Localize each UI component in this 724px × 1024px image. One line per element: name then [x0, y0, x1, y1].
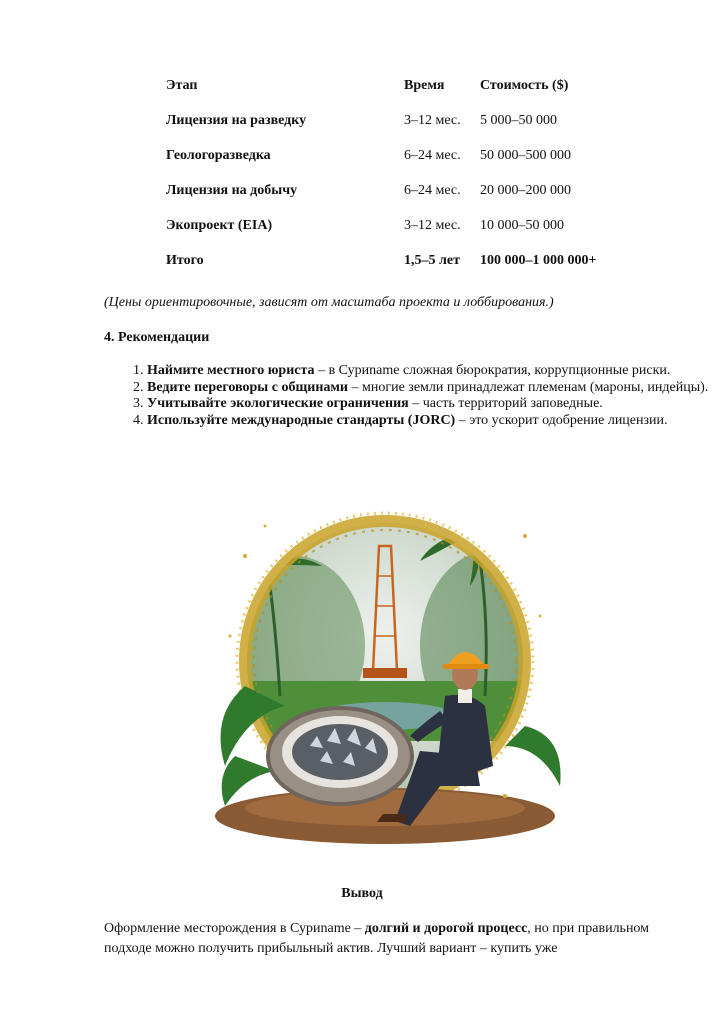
table-row	[160, 208, 620, 243]
cost-cell: 50 000–500 000	[480, 147, 571, 163]
total-label: Итого	[166, 252, 204, 268]
item-bold: Ведите переговоры с общинами	[147, 379, 348, 395]
header-cost: Стоимость ($)	[480, 77, 569, 93]
total-cost: 100 000–1 000 000+	[480, 252, 597, 268]
time-cell: 6–24 мес.	[404, 147, 461, 163]
conclusion-text-start: Оформление месторождения в Суриname –	[104, 921, 365, 936]
item-bold: Наймите местного юриста	[147, 363, 315, 378]
stage-cell: Экопроект (EIA)	[166, 217, 273, 233]
item-text: – часть территорий заповедные.	[408, 396, 603, 411]
item-bold: Используйте международные стандарты (JORC)	[147, 412, 456, 428]
stage-cell: Лицензия на добычу	[166, 182, 298, 198]
item-bold: Учитывайте экологические ограничения	[147, 396, 409, 411]
list-item	[147, 396, 724, 413]
stage-cell: Лицензия на разведку	[166, 112, 307, 128]
table-row	[160, 138, 620, 173]
time-cell: 3–12 мес.	[404, 112, 461, 128]
table-header-row	[160, 68, 620, 103]
price-note: (Цены ориентировочные, зависят от масштаба проекта и лоббирования.)	[104, 295, 554, 310]
cost-cell: 10 000–50 000	[480, 217, 564, 233]
time-cell: 6–24 мес.	[404, 182, 461, 198]
item-text: – в Суриname сложная бюрократия, коррупционные риски.	[314, 363, 671, 378]
list-item	[147, 413, 724, 430]
item-text: – многие земли принадлежат племенам (мароны, индейцы).	[348, 379, 709, 395]
geologist-illustration	[205, 496, 565, 866]
recommendations-heading: 4. Рекомендации	[104, 330, 210, 345]
header-time: Время	[404, 77, 445, 93]
header-stage: Этап	[166, 77, 198, 93]
recommendations-list	[104, 363, 724, 429]
item-text: – это ускорит одобрение лицензии.	[455, 412, 668, 428]
table-row	[160, 103, 620, 138]
conclusion-heading: Вывод	[341, 886, 383, 901]
conclusion-paragraph	[104, 919, 684, 959]
table-total-row	[160, 243, 620, 278]
geode-icon	[268, 708, 412, 804]
stage-cell: Геологоразведка	[166, 147, 271, 163]
cost-cell: 5 000–50 000	[480, 112, 557, 128]
list-item	[147, 380, 724, 397]
conclusion-text-end: , но при правильном подходе можно получить прибыльный актив. Лучший вариант – купить уже	[104, 921, 650, 956]
time-cell: 3–12 мес.	[404, 217, 461, 233]
cost-cell: 20 000–200 000	[480, 182, 571, 198]
cost-table	[160, 68, 620, 278]
list-item	[147, 363, 724, 380]
conclusion-text-bold: долгий и дорогой процесс	[364, 921, 528, 936]
table-row	[160, 173, 620, 208]
total-time: 1,5–5 лет	[404, 252, 460, 268]
